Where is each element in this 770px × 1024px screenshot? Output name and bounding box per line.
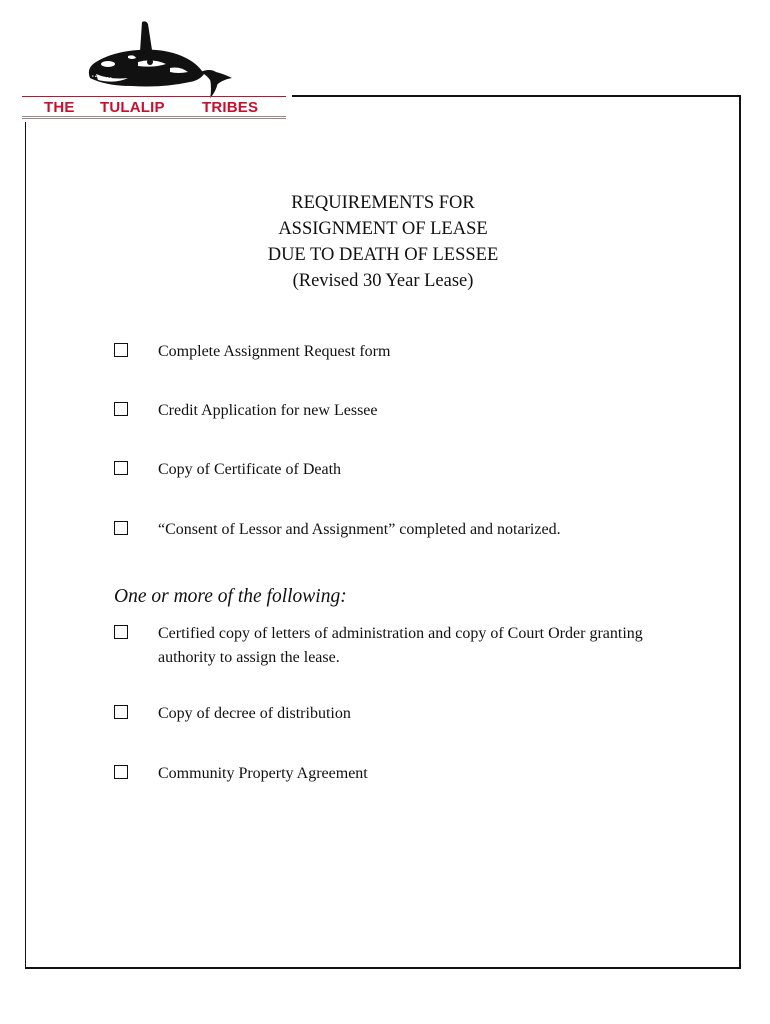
logo-word-tulalip: TULALIP xyxy=(100,99,165,116)
checklist-item-label: Credit Application for new Lessee xyxy=(158,402,378,419)
optional-section-heading: One or more of the following: xyxy=(114,586,347,607)
logo-word-tribes: TRIBES xyxy=(202,99,259,116)
checklist-item-label: Complete Assignment Request form xyxy=(158,343,391,360)
title-line-2: ASSIGNMENT OF LEASE xyxy=(278,219,488,239)
document-title xyxy=(25,190,741,294)
checkbox[interactable] xyxy=(114,521,128,535)
checkbox[interactable] xyxy=(114,625,128,639)
title-line-3: DUE TO DEATH OF LESSEE xyxy=(267,245,499,265)
checkbox[interactable] xyxy=(114,705,128,719)
checkbox[interactable] xyxy=(114,343,128,357)
checkbox[interactable] xyxy=(114,461,128,475)
checklist-item-label: Copy of Certificate of Death xyxy=(158,461,342,478)
checklist-item-label: Community Property Agreement xyxy=(158,765,368,782)
logo-word-the: THE xyxy=(44,99,75,116)
checkbox[interactable] xyxy=(114,402,128,416)
checkbox[interactable] xyxy=(114,765,128,779)
tulalip-tribes-logo xyxy=(22,18,292,122)
title-line-4: (Revised 30 Year Lease) xyxy=(292,271,474,291)
title-line-1: REQUIREMENTS FOR xyxy=(291,193,475,213)
orca-whale-icon xyxy=(82,18,242,98)
checklist-item-label: Certified copy of letters of administration and copy of Court Order granting authority to assign the lease. xyxy=(158,625,643,666)
checklist-item-label: Copy of decree of distribution xyxy=(158,705,351,722)
logo-rule-top xyxy=(22,96,286,97)
logo-rule-bottom xyxy=(22,116,286,119)
checklist-item-label: “Consent of Lessor and Assignment” completed and notarized. xyxy=(158,521,561,538)
logo-banner xyxy=(22,96,286,120)
